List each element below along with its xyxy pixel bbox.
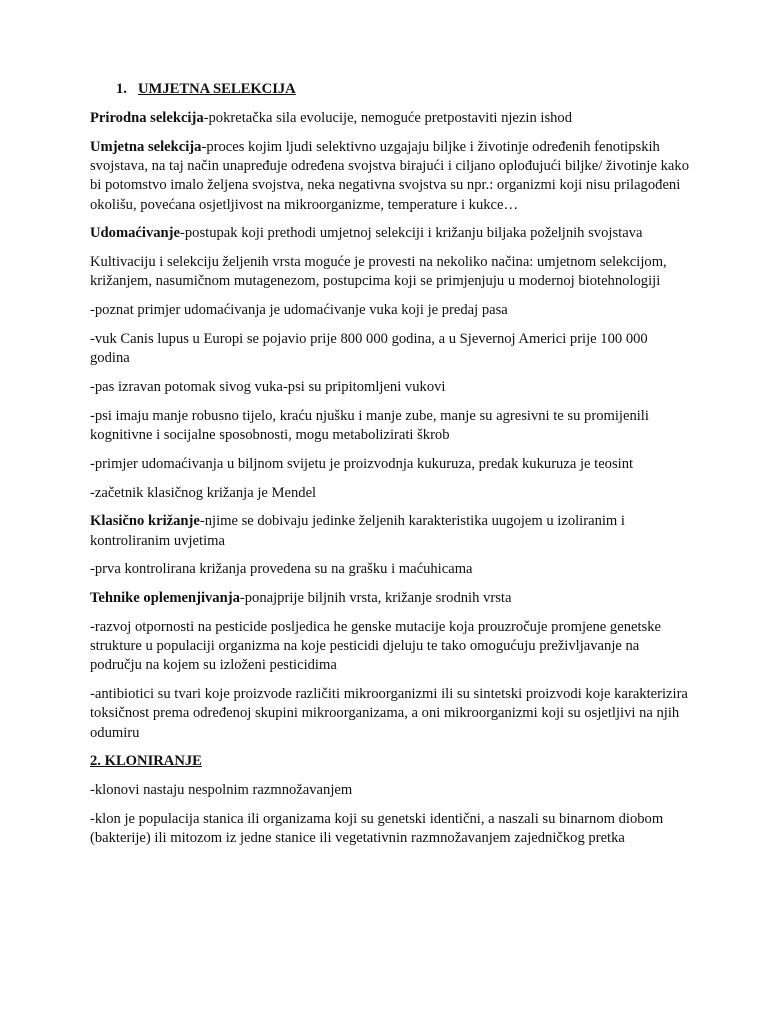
section-heading-1 xyxy=(90,80,690,99)
paragraph xyxy=(90,224,690,243)
paragraph-text: -prva kontrolirana križanja provedena su na grašku i maćuhicama xyxy=(90,561,473,578)
term: Udomaćivanje xyxy=(90,225,180,242)
term: Tehnike oplemenjivanja xyxy=(90,590,240,607)
paragraph xyxy=(90,378,690,397)
paragraph-text: -klon je populacija stanica ili organizama koji su genetski identični, a naszali su binarnom diobom (bakterije) ili mitozom iz jedne stanice ili vegetativnin razmnožavanjem zajedničkog pretka xyxy=(90,810,664,847)
section-title: 2. KLONIRANJE xyxy=(90,753,202,770)
paragraph-text: -razvoj otpornosti na pesticide posljedica he genske mutacije koja prouzročuje promjene genetske strukture u populaciji organizma na koje pesticidi djeluju te tako omogućuju preživljavanje na području na kojem su izloženi pesticidima xyxy=(90,618,661,674)
paragraph xyxy=(90,512,690,550)
section-title: UMJETNA SELEKCIJA xyxy=(138,81,296,97)
paragraph-text: -antibiotici su tvari koje proizvode različiti mikroorganizmi ili su sintetski proizvodi koje karakterizira toksičnost prema određenoj skupini mikroorganizama, a oni mikroorganizmi koji su osjetljivi na njih odumiru xyxy=(90,686,688,741)
paragraph xyxy=(90,301,690,320)
section-number: 1. xyxy=(116,81,127,97)
paragraph xyxy=(90,589,690,608)
paragraph-text: -psi imaju manje robusno tijelo, kraću njušku i manje zube, manje su agresivni te su promijenili kognitivne i socijalne sposobnosti, mogu metabolizirati škrob xyxy=(90,407,649,443)
paragraph-text: -njime se dobivaju jedinke željenih karakteristika uugojem u izoliranim i kontroliranim uvjetima xyxy=(90,513,625,549)
paragraph xyxy=(90,781,690,800)
term: Umjetna selekcija xyxy=(90,139,202,155)
term: Klasično križanje xyxy=(90,513,200,530)
paragraph-text: -poznat primjer udomaćivanja je udomaćivanje vuka koji je predaj pasa xyxy=(90,302,508,319)
paragraph-text: -klonovi nastaju nespolnim razmnožavanjem xyxy=(90,782,353,799)
paragraph xyxy=(90,407,690,445)
paragraph xyxy=(90,109,690,128)
paragraph xyxy=(90,484,690,503)
paragraph-text: -proces kojim ljudi selektivno uzgajaju biljke i životinje određenih fenotipskih svojstava, na taj način unapređuje određena svojstva birajući i ciljano oplođujući biljke/ životinje kako bi potomstvo imalo željena svojstva, neka negativna svojstva su npr.: organizmi koji nisu prilagođeni okolišu, povećana osjetljivost na mikroorganizme, temperature i kukce… xyxy=(90,139,689,213)
paragraph-text: Kultivaciju i selekciju željenih vrsta moguće je provesti na nekoliko načina: umjetnom selekcijom, križanjem, nasumičnom mutagenezom, postupcima koji se primjenjuju u modernoj biotehnologiji xyxy=(90,254,667,290)
paragraph xyxy=(90,455,690,474)
section-heading-2 xyxy=(90,752,690,771)
paragraph-text: -začetnik klasičnog križanja je Mendel xyxy=(90,484,317,501)
paragraph-text: -postupak koji prethodi umjetnoj selekciji i križanju biljaka poželjnih svojstava xyxy=(180,225,643,242)
paragraph-text: -pas izravan potomak sivog vuka-psi su pripitomljeni vukovi xyxy=(90,379,446,395)
paragraph-text: -ponajprije biljnih vrsta, križanje srodnih vrsta xyxy=(239,590,512,607)
paragraph xyxy=(90,618,690,676)
paragraph-text: -vuk Canis lupus u Europi se pojavio prije 800 000 godina, a u Sjevernoj Americi prije 100 000 godina xyxy=(90,331,648,367)
paragraph xyxy=(90,330,690,368)
paragraph xyxy=(90,253,690,291)
paragraph xyxy=(90,810,690,848)
paragraph xyxy=(90,138,690,215)
paragraph-text: -pokretačka sila evolucije, nemoguće pretpostaviti njezin ishod xyxy=(203,110,573,127)
document-page xyxy=(90,80,690,858)
term: Prirodna selekcija xyxy=(90,110,204,127)
paragraph xyxy=(90,560,690,579)
paragraph-text: -primjer udomaćivanja u biljnom svijetu je proizvodnja kukuruza, predak kukuruza je teosint xyxy=(90,455,634,472)
paragraph xyxy=(90,685,690,743)
